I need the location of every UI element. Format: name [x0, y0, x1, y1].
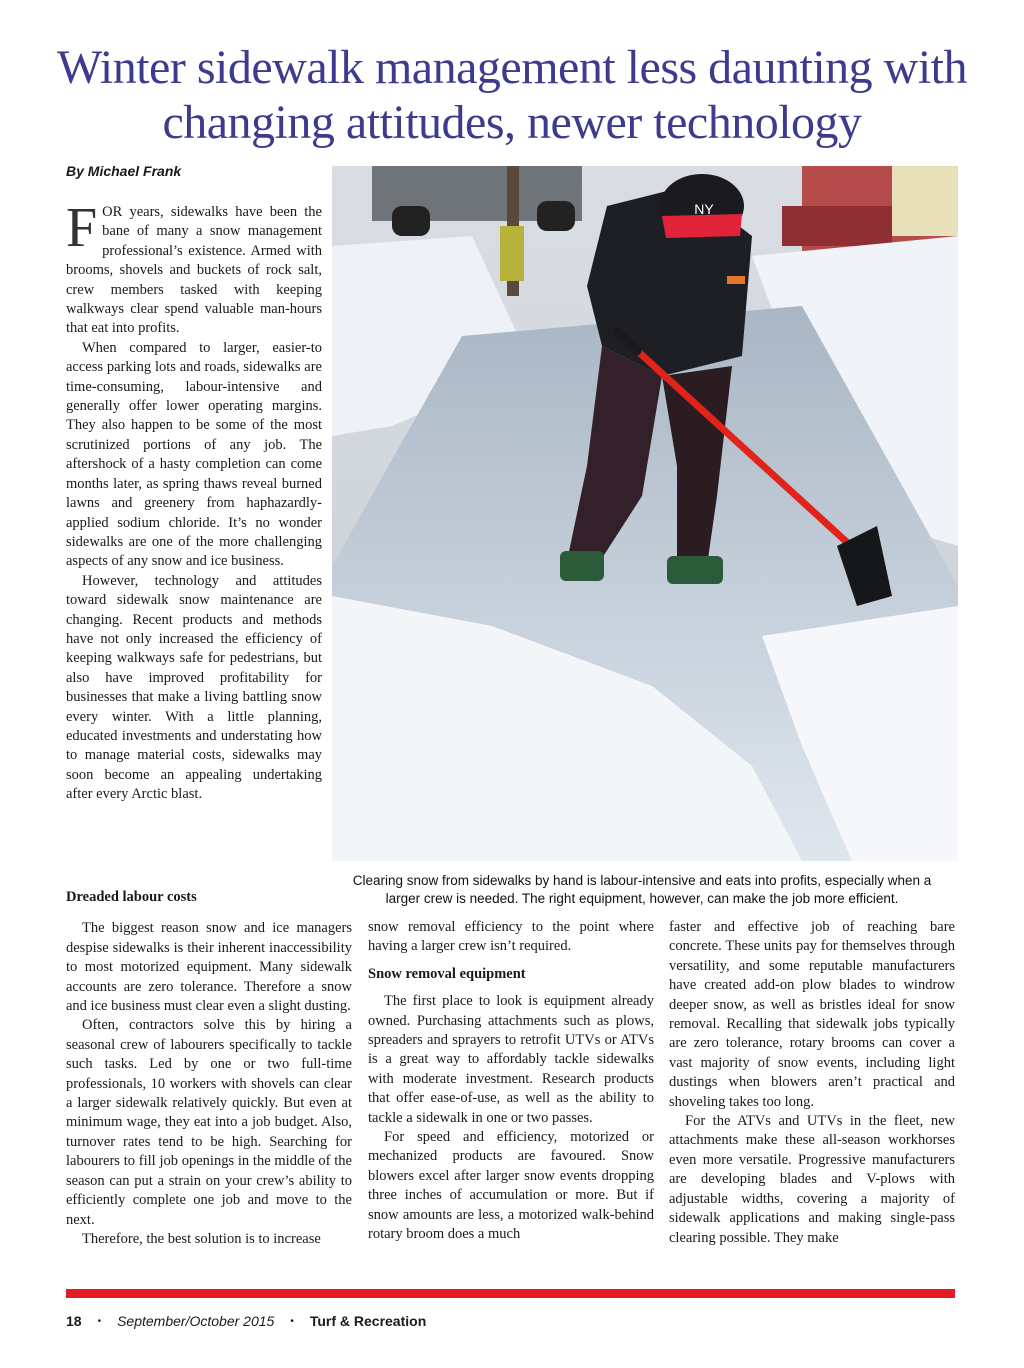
labour-paragraph-2: Often, contractors solve this by hiring a seasonal crew of labourers specifically to tackle such tasks. Led by one or two full-time professionals, 10 workers with shovels can clear a larger sidewalk relatively quickly. But even at minimum wage, they eat into a job budget. Also, turnover rates tend to be high. Searching for labourers to fill job openings in the middle of the season can put a strain on your crew’s ability to efficiently complete one job and move to the next.	[66, 1017, 352, 1228]
section-heading-equipment: Snow removal equipment	[368, 965, 526, 982]
attachments-paragraph-2: For the ATVs and UTVs in the fleet, new attachments make these all-season workhorses even more versatile. Progressive manufacturers are developing blades and V-plows with adjustable widths, covering a majority of sidewalk applications and making single-pass clearing possible. They make	[669, 1113, 955, 1246]
equipment-paragraph-2: The first place to look is equipment already owned. Purchasing attachments such as plows, spreaders and sprayers to retrofit UTVs or ATVs is a great way to affordably tackle sidewalks with moderate investment. Research products that offer ease-of-use, as well as the ability to tackle a sidewalk in one or two passes.	[368, 993, 654, 1126]
issue-date: September/October 2015	[117, 1313, 275, 1329]
page-footer	[66, 1311, 426, 1331]
intro-paragraph-1: FOR years, sidewalks have been the bane of many a snow management professional’s existence. Armed with brooms, shovels and buckets of rock salt, crew members tasked with keeping walkways clear spend valuable man-hours that eat into profits.	[66, 197, 322, 337]
labour-costs-section	[66, 888, 352, 1249]
intro-paragraph-3: However, technology and attitudes toward sidewalk snow maintenance are changing. Recent products and methods have not only increased the efficiency of keeping walkways safe for pedestrians, but also have improved profitability for businesses that make a living battling snow every winter. With a little planning, educated investments and understating how to manage material costs, sidewalks may soon become an appealing undertaking after every Arctic blast.	[66, 572, 322, 803]
intro-column	[66, 197, 322, 805]
equipment-column	[368, 918, 654, 1245]
footer-separator-1: •	[97, 1315, 102, 1327]
attachments-paragraph-1: faster and effective job of reaching bare concrete. These units pay for themselves through versatility, and some reputable manufacturers have created add-on plow blades to windrow deeper snow, as well as bristles ideal for snow removal. Recalling that sidewalk jobs typically are zero tolerance, rotary brooms can cover a vast majority of snow events, including light dustings when blowers aren’t practical and shoveling takes too long.	[669, 919, 955, 1110]
photo-caption: Clearing snow from sidewalks by hand is labour-intensive and eats into profits, especially when a larger crew is needed. The right equipment, however, can make the job more efficient.	[352, 873, 932, 906]
section-heading-labour: Dreaded labour costs	[66, 889, 197, 905]
labour-paragraph-1: The biggest reason snow and ice managers despise sidewalks is their inherent inaccessibility to most motorized equipment. Many sidewalk accounts are zero tolerance. Therefore a snow and ice business must clear even a slight dusting.	[66, 920, 352, 1015]
equipment-paragraph-1: snow removal efficiency to the point where having a larger crew isn’t required.	[368, 919, 654, 955]
article-headline: Winter sidewalk management less daunting with changing attitudes, newer technology	[56, 41, 967, 149]
footer-accent-bar	[66, 1289, 955, 1298]
snow-shoveling-illustration	[332, 166, 958, 861]
footer-separator-2: •	[290, 1315, 294, 1327]
page-number: 18	[66, 1313, 82, 1329]
intro-paragraph-2: When compared to larger, easier-to access parking lots and roads, sidewalks are time-consuming, labour-intensive and generally offer lower operating margins. They also happen to be some of the most scrutinized portions of any job. The aftershock of a hasty completion can come months later, as spring thaws reveal burned lawns and greenery from haphazardly-applied sodium chloride. It’s no wonder sidewalks are one of the more challenging aspects of any snow and ice business.	[66, 339, 322, 570]
attachments-column	[669, 918, 955, 1248]
equipment-paragraph-3: For speed and efficiency, motorized or mechanized products are favoured. Snow blowers excel after larger snow events dropping three inches of accumulation or more. But if snow amounts are less, a motorized walk-behind rotary broom does a much	[368, 1129, 654, 1243]
article-photo	[332, 166, 958, 861]
cap-logo: NY	[694, 201, 714, 217]
magazine-name: Turf & Recreation	[309, 1313, 427, 1329]
labour-paragraph-3: Therefore, the best solution is to increase	[82, 1230, 321, 1247]
byline: By Michael Frank	[66, 163, 182, 179]
drop-cap: F	[66, 197, 98, 259]
